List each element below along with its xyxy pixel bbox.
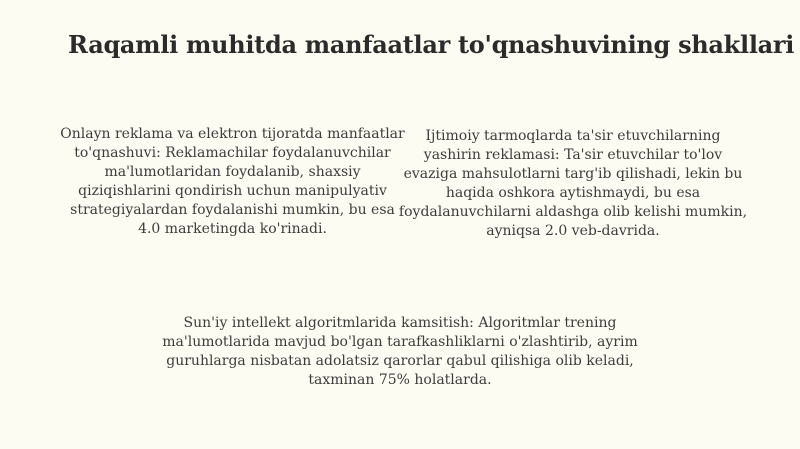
text-block-ai-discrimination: Sun'iy intellekt algoritmlarida kamsitish: Algoritmlar trening ma'lumotlarida mavjud bo'lgan tarafkashliklarni o'zlashtirib, ayrim guruhlarga nisbatan adolatsiz qarorlar qabul qilishiga olib keladi, taxminan 75% holatlarda. xyxy=(162,315,638,388)
text-block-influencer-advertising: Ijtimoiy tarmoqlarda ta'sir etuvchilarning yashirin reklamasi: Ta'sir etuvchilar to'lov evaziga mahsulotlarni targ'ib qilishadi, lekin bu haqida oshkora aytishmaydi, bu esa foydalanuvchilarni aldashga olib kelishi mumkin, ayniqsa 2.0 veb-davrida. xyxy=(398,128,748,239)
text-block-online-advertising: Onlayn reklama va elektron tijoratda manfaatlar to'qnashuvi: Reklamachilar foydalanuvchilar ma'lumotlaridan foydalanib, shaxsiy qiziqishlarini qondirish uchun manipulyativ strategiyalardan foydalanishi mumkin, bu esa 4.0 marketingda ko'rinadi. xyxy=(60,126,405,237)
slide-title: Raqamli muhitda manfaatlar to'qnashuvining shakllari xyxy=(68,30,795,59)
